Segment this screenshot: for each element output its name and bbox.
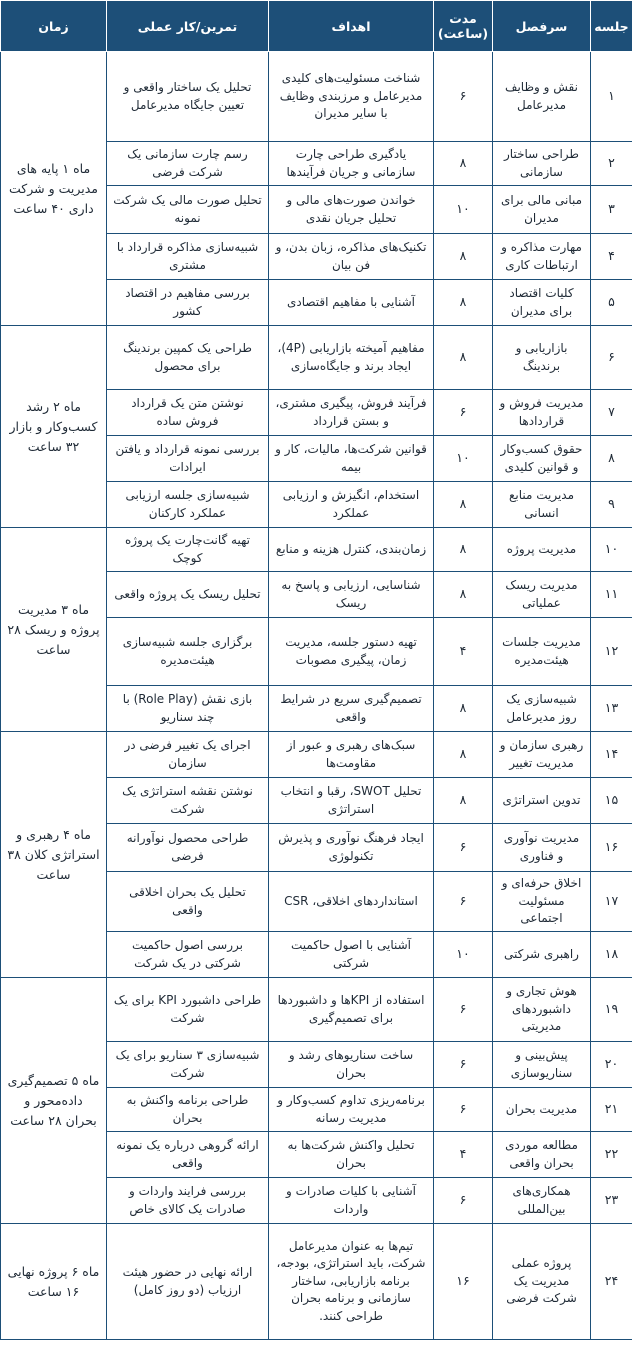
duration-header: مدت (ساعت) — [434, 1, 493, 52]
goals-cell: فرآیند فروش، پیگیری مشتری، و بستن قرارداد — [269, 390, 434, 436]
session-cell: ۲۱ — [591, 1088, 632, 1132]
session-cell: ۲۴ — [591, 1224, 632, 1340]
goals-cell: تیم‌ها به عنوان مدیرعامل شرکت، باید استراتژی، بودجه، برنامه بازاریابی، ساختار سازمانی و برنامه بحران طراحی کنند. — [269, 1224, 434, 1340]
topic-cell: بازاریابی و برندینگ — [493, 326, 591, 390]
hours-cell: ۸ — [434, 280, 493, 326]
goals-cell: شناخت مسئولیت‌های کلیدی مدیرعامل و مرزبندی وظایف با سایر مدیران — [269, 52, 434, 142]
exercise-cell: شبیه‌سازی مذاکره قرارداد با مشتری — [107, 234, 269, 280]
hours-cell: ۶ — [434, 978, 493, 1042]
exercise-cell: بررسی اصول حاکمیت شرکتی در یک شرکت — [107, 932, 269, 978]
exercise-cell: ارائه نهایی در حضور هیئت ارزیاب (دو روز کامل) — [107, 1224, 269, 1340]
topic-cell: اخلاق حرفه‌ای و مسئولیت اجتماعی — [493, 872, 591, 932]
exercise-cell: نوشتن نقشه استراتژی یک شرکت — [107, 778, 269, 824]
hours-cell: ۱۰ — [434, 436, 493, 482]
topic-cell: مدیریت نوآوری و فناوری — [493, 824, 591, 872]
hours-cell: ۸ — [434, 326, 493, 390]
exercise-cell: شبیه‌سازی جلسه ارزیابی عملکرد کارکنان — [107, 482, 269, 528]
topic-cell: مدیریت فروش و قراردادها — [493, 390, 591, 436]
hours-cell: ۸ — [434, 528, 493, 572]
goals-cell: آشنایی با مفاهیم اقتصادی — [269, 280, 434, 326]
session-cell: ۱۳ — [591, 686, 632, 732]
table-row — [1, 326, 632, 390]
table-row — [1, 52, 632, 142]
hours-cell: ۸ — [434, 142, 493, 186]
hours-cell: ۴ — [434, 618, 493, 686]
session-cell: ۷ — [591, 390, 632, 436]
exercise-cell: بازی نقش (Role Play) با چند سناریو — [107, 686, 269, 732]
session-cell: ۱۹ — [591, 978, 632, 1042]
goals-cell: یادگیری طراحی چارت سازمانی و جریان فرآیندها — [269, 142, 434, 186]
topic-cell: مدیریت بحران — [493, 1088, 591, 1132]
session-cell: ۵ — [591, 280, 632, 326]
goals-cell: تهیه دستور جلسه، مدیریت زمان، پیگیری مصوبات — [269, 618, 434, 686]
topic-cell: مهارت مذاکره و ارتباطات کاری — [493, 234, 591, 280]
topic-cell: پیش‌بینی و سناریوسازی — [493, 1042, 591, 1088]
topic-cell: تدوین استراتژی — [493, 778, 591, 824]
session-cell: ۱۴ — [591, 732, 632, 778]
goals-cell: زمان‌بندی، کنترل هزینه و منابع — [269, 528, 434, 572]
exercise-cell: ارائه گروهی درباره یک نمونه واقعی — [107, 1132, 269, 1178]
exercise-cell: اجرای یک تغییر فرضی در سازمان — [107, 732, 269, 778]
goals-cell: قوانین شرکت‌ها، مالیات، کار و بیمه — [269, 436, 434, 482]
session-cell: ۱۱ — [591, 572, 632, 618]
goals-cell: خواندن صورت‌های مالی و تحلیل جریان نقدی — [269, 186, 434, 234]
exercise-cell: تحلیل ریسک یک پروژه واقعی — [107, 572, 269, 618]
exercise-cell: طراحی برنامه واکنش به بحران — [107, 1088, 269, 1132]
exercise-cell: بررسی مفاهیم در اقتصاد کشور — [107, 280, 269, 326]
period-cell: ماه ۶ پروژه نهایی ۱۶ ساعت — [1, 1224, 107, 1340]
topic-cell: راهبری شرکتی — [493, 932, 591, 978]
goals-cell: استانداردهای اخلاقی، CSR — [269, 872, 434, 932]
topic-cell: مطالعه موردی بحران واقعی — [493, 1132, 591, 1178]
exercise-cell: بررسی نمونه قرارداد و یافتن ایرادات — [107, 436, 269, 482]
session-cell: ۱۸ — [591, 932, 632, 978]
topic-cell: کلیات اقتصاد برای مدیران — [493, 280, 591, 326]
goals-header: اهداف — [269, 1, 434, 52]
goals-cell: ایجاد فرهنگ نوآوری و پذیرش تکنولوژی — [269, 824, 434, 872]
exercise-header: تمرین/کار عملی — [107, 1, 269, 52]
goals-cell: تصمیم‌گیری سریع در شرایط واقعی — [269, 686, 434, 732]
hours-cell: ۱۶ — [434, 1224, 493, 1340]
session-cell: ۲۲ — [591, 1132, 632, 1178]
hours-cell: ۶ — [434, 390, 493, 436]
exercise-cell: شبیه‌سازی ۳ سناریو برای یک شرکت — [107, 1042, 269, 1088]
goals-cell: شناسایی، ارزیابی و پاسخ به ریسک — [269, 572, 434, 618]
header-row — [1, 1, 632, 52]
hours-cell: ۶ — [434, 1088, 493, 1132]
exercise-cell: تحلیل یک ساختار واقعی و تعیین جایگاه مدیرعامل — [107, 52, 269, 142]
goals-cell: تحلیل واکنش شرکت‌ها به بحران — [269, 1132, 434, 1178]
session-cell: ۲۰ — [591, 1042, 632, 1088]
exercise-cell: برگزاری جلسه شبیه‌سازی هیئت‌مدیره — [107, 618, 269, 686]
period-cell: ماه ۵ تصمیم‌گیری داده‌محور و بحران ۲۸ ساعت — [1, 978, 107, 1224]
hours-cell: ۱۰ — [434, 186, 493, 234]
hours-cell: ۴ — [434, 1132, 493, 1178]
hours-cell: ۶ — [434, 52, 493, 142]
goals-cell: سبک‌های رهبری و عبور از مقاومت‌ها — [269, 732, 434, 778]
session-cell: ۶ — [591, 326, 632, 390]
period-cell: ماه ۲ رشد کسب‌وکار و بازار ۳۲ ساعت — [1, 326, 107, 528]
goals-cell: استخدام، انگیزش و ارزیابی عملکرد — [269, 482, 434, 528]
topic-cell: حقوق کسب‌وکار و قوانین کلیدی — [493, 436, 591, 482]
hours-cell: ۶ — [434, 1178, 493, 1224]
exercise-cell: طراحی داشبورد KPI برای یک شرکت — [107, 978, 269, 1042]
topic-cell: همکاری‌های بین‌المللی — [493, 1178, 591, 1224]
hours-cell: ۶ — [434, 824, 493, 872]
goals-cell: استفاده از KPIها و داشبوردها برای تصمیم‌گیری — [269, 978, 434, 1042]
goals-cell: آشنایی با اصول حاکمیت شرکتی — [269, 932, 434, 978]
session-cell: ۸ — [591, 436, 632, 482]
period-cell: ماه ۱ پایه های مدیریت و شرکت داری ۴۰ ساعت — [1, 52, 107, 326]
exercise-cell: نوشتن متن یک قرارداد فروش ساده — [107, 390, 269, 436]
hours-cell: ۶ — [434, 1042, 493, 1088]
topic-cell: طراحی ساختار سازمانی — [493, 142, 591, 186]
topic-cell: شبیه‌سازی یک روز مدیرعامل — [493, 686, 591, 732]
exercise-cell: طراحی یک کمپین برندینگ برای محصول — [107, 326, 269, 390]
session-cell: ۲۳ — [591, 1178, 632, 1224]
session-cell: ۱۰ — [591, 528, 632, 572]
topic-cell: نقش و وظایف مدیرعامل — [493, 52, 591, 142]
topic-cell: پروژه عملی مدیریت یک شرکت فرضی — [493, 1224, 591, 1340]
goals-cell: آشنایی با کلیات صادرات و واردات — [269, 1178, 434, 1224]
goals-cell: ساخت سناریوهای رشد و بحران — [269, 1042, 434, 1088]
table-row — [1, 1224, 632, 1340]
exercise-cell: تحلیل یک بحران اخلاقی واقعی — [107, 872, 269, 932]
hours-cell: ۸ — [434, 572, 493, 618]
hours-cell: ۸ — [434, 778, 493, 824]
session-cell: ۱۷ — [591, 872, 632, 932]
period-cell: ماه ۴ رهبری و استراتژی کلان ۳۸ ساعت — [1, 732, 107, 978]
session-cell: ۱۲ — [591, 618, 632, 686]
topic-cell: مدیریت منابع انسانی — [493, 482, 591, 528]
table-row — [1, 978, 632, 1042]
topic-cell: مبانی مالی برای مدیران — [493, 186, 591, 234]
goals-cell: برنامه‌ریزی تداوم کسب‌وکار و مدیریت رسانه — [269, 1088, 434, 1132]
hours-cell: ۸ — [434, 234, 493, 280]
topic-header: سرفصل — [493, 1, 591, 52]
period-cell: ماه ۳ مدیریت پروژه و ریسک ۲۸ ساعت — [1, 528, 107, 732]
hours-cell: ۱۰ — [434, 932, 493, 978]
table-body — [1, 52, 632, 1340]
session-cell: ۱۶ — [591, 824, 632, 872]
session-cell: ۴ — [591, 234, 632, 280]
session-cell: ۹ — [591, 482, 632, 528]
topic-cell: مدیریت پروژه — [493, 528, 591, 572]
time-header: زمان — [1, 1, 107, 52]
session-cell: ۱ — [591, 52, 632, 142]
hours-cell: ۸ — [434, 482, 493, 528]
table-row — [1, 732, 632, 778]
topic-cell: هوش تجاری و داشبوردهای مدیریتی — [493, 978, 591, 1042]
hours-cell: ۶ — [434, 872, 493, 932]
goals-cell: مفاهیم آمیخته بازاریابی (4P)، ایجاد برند و جایگاه‌سازی — [269, 326, 434, 390]
exercise-cell: بررسی فرایند واردات و صادرات یک کالای خاص — [107, 1178, 269, 1224]
topic-cell: مدیریت جلسات هیئت‌مدیره — [493, 618, 591, 686]
topic-cell: رهبری سازمان و مدیریت تغییر — [493, 732, 591, 778]
exercise-cell: تهیه گانت‌چارت یک پروژه کوچک — [107, 528, 269, 572]
session-header: جلسه — [591, 1, 632, 52]
session-cell: ۳ — [591, 186, 632, 234]
exercise-cell: طراحی محصول نوآورانه فرضی — [107, 824, 269, 872]
hours-cell: ۸ — [434, 732, 493, 778]
session-cell: ۲ — [591, 142, 632, 186]
goals-cell: تحلیل SWOT، رقبا و انتخاب استراتژی — [269, 778, 434, 824]
session-cell: ۱۵ — [591, 778, 632, 824]
exercise-cell: رسم چارت سازمانی یک شرکت فرضی — [107, 142, 269, 186]
exercise-cell: تحلیل صورت مالی یک شرکت نمونه — [107, 186, 269, 234]
table-row — [1, 528, 632, 572]
goals-cell: تکنیک‌های مذاکره، زبان بدن، و فن بیان — [269, 234, 434, 280]
hours-cell: ۸ — [434, 686, 493, 732]
topic-cell: مدیریت ریسک عملیاتی — [493, 572, 591, 618]
